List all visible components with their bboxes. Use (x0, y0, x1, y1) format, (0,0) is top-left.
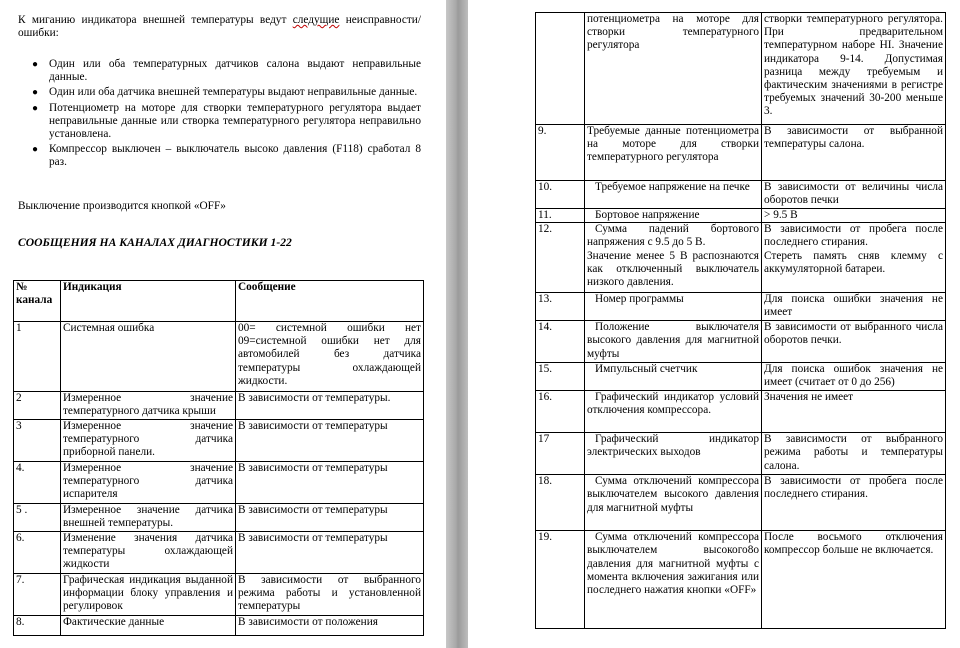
cell-message: В зависимости от величины числа оборотов печки (762, 181, 946, 209)
cell-indication: Измеренное значение датчика внешней температуры. (61, 504, 236, 532)
cell-message: Значения не имеет (762, 391, 946, 433)
table-row (536, 13, 946, 125)
cell-num (536, 13, 585, 125)
cell-num: 6. (14, 532, 61, 574)
cell-num: 3 (14, 420, 61, 462)
cell-message: В зависимости от выбранной температуры салона. (762, 125, 946, 181)
cell-message: В зависимости от температуры (236, 504, 424, 532)
cell-num: 19. (536, 531, 585, 629)
table-row (14, 420, 424, 462)
cell-indication: Измеренное значение температурного датчика испарителя (61, 462, 236, 504)
cell-message: После восьмого отключения компрессор больше не включается. (762, 531, 946, 629)
cell-message: > 9.5 В (762, 209, 946, 223)
table-row (14, 532, 424, 574)
cell-indication: Фактические данные (61, 616, 236, 636)
cell-message: В зависимости от температуры (236, 532, 424, 574)
bullet-icon: ● (32, 59, 39, 70)
table-row (536, 391, 946, 433)
table-row (536, 321, 946, 363)
cell-message: В зависимости от положения (236, 616, 424, 636)
cell-indication: Графическая индикация выданной информации блоку управления и регулировок (61, 574, 236, 616)
cell-message: створки температурного регулятора. При предварительном температурном наборе HI. Значение индикатора 9-14. Допустимая разница между требуемым и фактическим значениями в регистре требуемых значений 30-200 меньше 3. (762, 13, 946, 125)
cell-indication: Графический индикатор условий отключения компрессора. (585, 391, 762, 433)
left-page (0, 0, 446, 648)
table-row (536, 531, 946, 629)
table-row (536, 181, 946, 209)
cell-num: 11. (536, 209, 585, 223)
misspelled-word[interactable]: следущие (292, 14, 340, 26)
cell-indication: Измеренное значение температурного датчика крыши (61, 392, 236, 420)
table-row (14, 504, 424, 532)
table-row (536, 125, 946, 181)
table-row (14, 462, 424, 504)
cell-num: 18. (536, 475, 585, 531)
section-title: СООБЩЕНИЯ НА КАНАЛАХ ДИАГНОСТИКИ 1-22 (18, 236, 292, 249)
cell-message: В зависимости от выбранного режима работы и установленной температуры (236, 574, 424, 616)
table-row (536, 209, 946, 223)
cell-num: 4. (14, 462, 61, 504)
cell-indication: Импульсный счетчик (585, 363, 762, 391)
intro-tail: неисправности/ошибки: (18, 14, 421, 40)
page-gutter (446, 0, 468, 648)
cell-num: 7. (14, 574, 61, 616)
cell-num: 9. (536, 125, 585, 181)
cell-message: В зависимости от температуры (236, 462, 424, 504)
table-row (536, 293, 946, 321)
table-header-row (14, 281, 424, 322)
cell-indication: Требуемые данные потенциометра на моторе для створки температурного регулятора (585, 125, 762, 181)
off-note: Выключение производится кнопкой «OFF» (18, 200, 226, 212)
cell-indication: Системная ошибка (61, 322, 236, 392)
cell-indication: Номер программы (585, 293, 762, 321)
fault-list (18, 58, 421, 170)
cell-num: 5 . (14, 504, 61, 532)
diagnostic-table-left (13, 280, 424, 636)
table-row (536, 475, 946, 531)
cell-indication: Требуемое напряжение на печке (585, 181, 762, 209)
list-item (18, 143, 421, 169)
cell-message: В зависимости от выбранного числа оборотов печки. (762, 321, 946, 363)
cell-message: Для поиска ошибок значения не имеет (считает от 0 до 256) (762, 363, 946, 391)
cell-num: 14. (536, 321, 585, 363)
cell-message: В зависимости от выбранного режима работы и температуры салона. (762, 433, 946, 475)
cell-num: 15. (536, 363, 585, 391)
table-row (14, 392, 424, 420)
cell-num: 1 (14, 322, 61, 392)
cell-indication: Сумма отключений компрессора выключателем высокого давления для магнитной муфты (585, 475, 762, 531)
cell-message: В зависимости от пробега после последнего стирания. (762, 475, 946, 531)
table-row (536, 223, 946, 293)
list-item (18, 102, 421, 142)
intro-paragraph (18, 14, 421, 40)
cell-indication: Измеренное значение температурного датчика приборной панели. (61, 420, 236, 462)
fault-text: Потенциометр на моторе для створки температурного регулятора выдает неправильные данные или створка температурного регулятора неправильно установлена. (49, 101, 421, 141)
cell-num: 16. (536, 391, 585, 433)
list-item (18, 86, 421, 99)
header-channel: № канала (14, 281, 61, 322)
cell-message-line1: В зависимости от пробега после последнего стирания. (764, 223, 943, 249)
cell-num: 10. (536, 181, 585, 209)
cell-message (762, 223, 946, 293)
cell-message: В зависимости от температуры (236, 420, 424, 462)
cell-indication: Изменение значения датчика температуры охлаждающей жидкости (61, 532, 236, 574)
cell-indication-line1: Сумма падений бортового напряжения с 9.5 до 5 В. (587, 223, 759, 249)
diagnostic-table-right (535, 12, 946, 629)
cell-indication: Сумма отключений компрессора выключателем высокого8о давления для магнитной муфты с момента включения зажигания или последнего нажатия кнопки «OFF» (585, 531, 762, 629)
right-page (468, 0, 960, 648)
fault-text: Один или оба датчика внешней температуры выдают неправильные данные. (49, 86, 418, 99)
header-indication: Индикация (61, 281, 236, 322)
cell-num: 8. (14, 616, 61, 636)
cell-indication: Графический индикатор электрических выходов (585, 433, 762, 475)
cell-message: 00= системной ошибки нет 09=системной ошибки нет для автомобилей без датчика температуры охлаждающей жидкости. (236, 322, 424, 392)
intro-text: К миганию индикатора внешней температуры ведут (18, 14, 293, 26)
fault-text: Компрессор выключен – выключатель высоко давления (F118) сработал 8 раз. (49, 143, 421, 169)
cell-message-line2: Стереть память сняв клемму с аккумуляторной батареи. (764, 249, 943, 275)
table-row (536, 363, 946, 391)
table-row (14, 574, 424, 616)
bullet-icon: ● (32, 144, 39, 156)
cell-num: 2 (14, 392, 61, 420)
cell-indication-line2: Значение менее 5 В распознаются как отключенный выключатель низкого давления. (587, 249, 759, 289)
fault-text: Один или оба температурных датчиков салона выдают неправильные данные. (49, 58, 421, 84)
cell-message: Для поиска ошибки значения не имеет (762, 293, 946, 321)
header-message: Сообщение (236, 281, 424, 322)
cell-indication (585, 223, 762, 293)
table-row (14, 322, 424, 392)
bullet-icon: ● (32, 102, 39, 114)
list-item (18, 58, 421, 84)
bullet-icon: ● (32, 87, 39, 99)
cell-num: 17 (536, 433, 585, 475)
cell-message: В зависимости от температуры. (236, 392, 424, 420)
table-row (536, 433, 946, 475)
table-row (14, 616, 424, 636)
cell-num: 12. (536, 223, 585, 293)
cell-indication: Положение выключателя высокого давления для магнитной муфты (585, 321, 762, 363)
cell-indication: Бортовое напряжение (585, 209, 762, 223)
cell-indication: потенциометра на моторе для створки температурного регулятора (585, 13, 762, 125)
cell-num: 13. (536, 293, 585, 321)
